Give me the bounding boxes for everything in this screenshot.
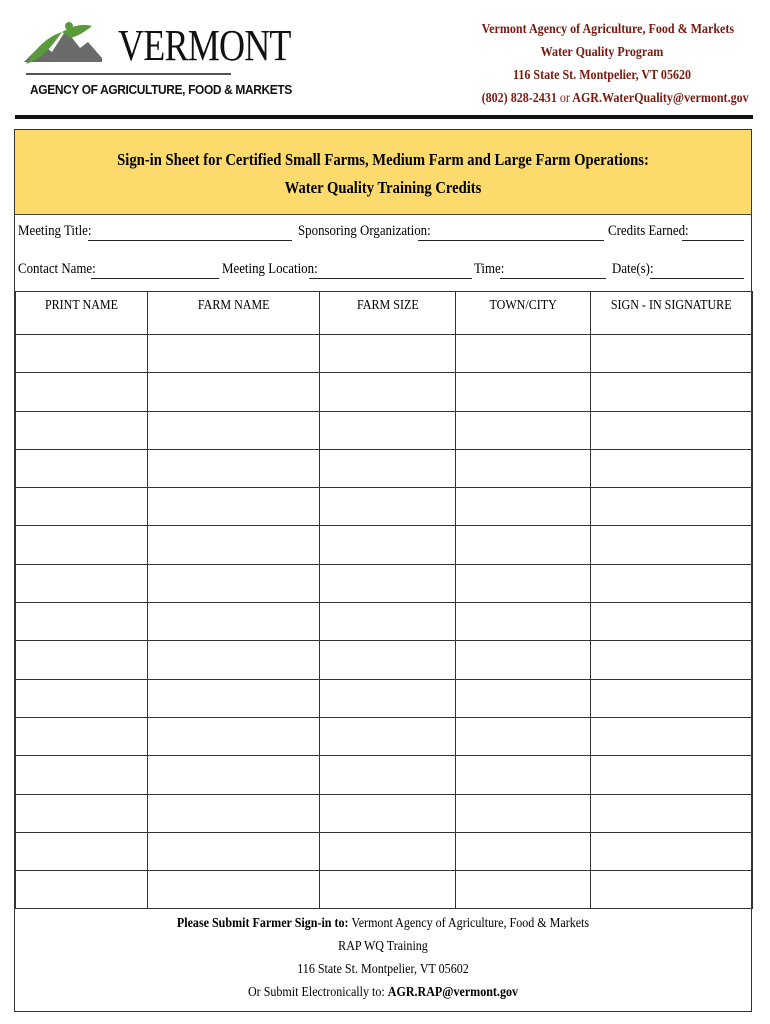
signature-cell[interactable] (591, 411, 753, 449)
signature-cell[interactable] (591, 717, 753, 755)
address-or: or (559, 91, 570, 106)
print-name-cell[interactable] (16, 717, 148, 755)
farm-name-cell[interactable] (148, 756, 320, 794)
town-city-cell[interactable] (456, 373, 591, 411)
submit-line (67, 912, 700, 935)
print-name-cell[interactable] (16, 526, 148, 564)
print-name-cell[interactable] (16, 679, 148, 717)
meeting-location-label: Meeting Location: (222, 261, 318, 277)
town-city-cell[interactable] (456, 564, 591, 602)
contact-info-row (18, 261, 748, 283)
town-city-cell[interactable] (456, 832, 591, 870)
print-name-cell[interactable] (16, 794, 148, 832)
town-city-cell[interactable] (456, 411, 591, 449)
sign-in-table (15, 291, 753, 909)
address-line-3: 116 State St. Montpelier, VT 05620 (512, 68, 692, 83)
logo-divider (26, 73, 231, 75)
sponsoring-org-label: Sponsoring Organization: (298, 223, 431, 239)
farm-size-cell[interactable] (320, 756, 456, 794)
table-header-row (16, 292, 753, 335)
agency-address (462, 18, 749, 110)
print-name-cell[interactable] (16, 411, 148, 449)
farm-size-cell[interactable] (320, 373, 456, 411)
signature-cell[interactable] (591, 641, 753, 679)
print-name-cell[interactable] (16, 373, 148, 411)
form-subtitle: Water Quality Training Credits (284, 178, 482, 197)
farm-name-cell[interactable] (148, 488, 320, 526)
electronic-label: Or Submit Electronically to: (247, 985, 385, 1000)
contact-name-label: Contact Name: (18, 261, 96, 277)
farm-size-cell[interactable] (320, 794, 456, 832)
farm-name-cell[interactable] (148, 794, 320, 832)
farm-name-cell[interactable] (148, 411, 320, 449)
signature-cell[interactable] (591, 756, 753, 794)
table-row (16, 526, 753, 564)
town-city-cell[interactable] (456, 488, 591, 526)
agency-logo (22, 18, 292, 102)
print-name-cell[interactable] (16, 488, 148, 526)
farm-name-cell[interactable] (148, 871, 320, 909)
header-divider (15, 115, 753, 119)
farm-size-cell[interactable] (320, 871, 456, 909)
farm-size-cell[interactable] (320, 832, 456, 870)
column-header-town-city: TOWN/CITY (456, 292, 591, 335)
farm-size-cell[interactable] (320, 335, 456, 373)
address-email[interactable]: AGR.WaterQuality@vermont.gov (572, 91, 749, 106)
meeting-title-field[interactable] (88, 240, 292, 241)
logo-subtitle: AGENCY OF AGRICULTURE, FOOD & MARKETS (30, 82, 292, 97)
table-row (16, 449, 753, 487)
signature-cell[interactable] (591, 449, 753, 487)
column-header-print-name: PRINT NAME (16, 292, 148, 335)
farm-size-cell[interactable] (320, 526, 456, 564)
submission-instructions (15, 912, 751, 1004)
column-header-farm-size: FARM SIZE (320, 292, 456, 335)
farm-name-cell[interactable] (148, 373, 320, 411)
print-name-cell[interactable] (16, 603, 148, 641)
farm-name-cell[interactable] (148, 832, 320, 870)
meeting-location-field[interactable] (309, 278, 472, 279)
signature-cell[interactable] (591, 488, 753, 526)
submit-program: RAP WQ Training (338, 939, 428, 954)
print-name-cell[interactable] (16, 871, 148, 909)
signature-cell[interactable] (591, 679, 753, 717)
mountain-leaf-icon (22, 18, 122, 78)
town-city-cell[interactable] (456, 756, 591, 794)
signature-cell[interactable] (591, 526, 753, 564)
print-name-cell[interactable] (16, 641, 148, 679)
table-row (16, 832, 753, 870)
print-name-cell[interactable] (16, 564, 148, 602)
print-name-cell[interactable] (16, 832, 148, 870)
signature-cell[interactable] (591, 335, 753, 373)
town-city-cell[interactable] (456, 449, 591, 487)
form-title: Sign-in Sheet for Certified Small Farms, Medium Farm and Large Farm Operations: (117, 150, 649, 169)
contact-name-field[interactable] (91, 278, 219, 279)
table-row (16, 411, 753, 449)
signature-cell[interactable] (591, 373, 753, 411)
table-row (16, 717, 753, 755)
signature-cell[interactable] (591, 832, 753, 870)
signature-cell[interactable] (591, 871, 753, 909)
table-row (16, 603, 753, 641)
town-city-cell[interactable] (456, 526, 591, 564)
logo-wordmark: VERMONT (118, 21, 291, 70)
table-row (16, 871, 753, 909)
town-city-cell[interactable] (456, 603, 591, 641)
table-row (16, 756, 753, 794)
sponsoring-org-field[interactable] (418, 240, 604, 241)
signature-cell[interactable] (591, 564, 753, 602)
column-header-farm-name: FARM NAME (148, 292, 320, 335)
submit-label: Please Submit Farmer Sign-in to: (176, 916, 349, 931)
farm-size-cell[interactable] (320, 449, 456, 487)
print-name-cell[interactable] (16, 449, 148, 487)
address-contact (481, 87, 749, 110)
table-row (16, 373, 753, 411)
town-city-cell[interactable] (456, 335, 591, 373)
signature-cell[interactable] (591, 603, 753, 641)
table-row (16, 564, 753, 602)
table-row (16, 679, 753, 717)
farm-name-cell[interactable] (148, 564, 320, 602)
farm-name-cell[interactable] (148, 717, 320, 755)
form-title-banner (15, 130, 751, 215)
column-header-signature: SIGN - IN SIGNATURE (591, 292, 753, 335)
table-body (16, 335, 753, 909)
farm-name-cell[interactable] (148, 449, 320, 487)
town-city-cell[interactable] (456, 794, 591, 832)
farm-size-cell[interactable] (320, 679, 456, 717)
dates-label: Date(s): (612, 261, 654, 277)
credits-earned-field[interactable] (682, 240, 744, 241)
farm-size-cell[interactable] (320, 411, 456, 449)
time-field[interactable] (500, 278, 606, 279)
farm-name-cell[interactable] (148, 603, 320, 641)
farm-name-cell[interactable] (148, 641, 320, 679)
town-city-cell[interactable] (456, 641, 591, 679)
time-label: Time: (474, 261, 505, 277)
town-city-cell[interactable] (456, 679, 591, 717)
table-row (16, 488, 753, 526)
electronic-email[interactable]: AGR.RAP@vermont.gov (387, 985, 519, 1000)
print-name-cell[interactable] (16, 335, 148, 373)
farm-size-cell[interactable] (320, 603, 456, 641)
electronic-submit-line (67, 981, 700, 1004)
table-row (16, 794, 753, 832)
farm-size-cell[interactable] (320, 717, 456, 755)
dates-field[interactable] (650, 278, 744, 279)
town-city-cell[interactable] (456, 717, 591, 755)
farm-name-cell[interactable] (148, 679, 320, 717)
farm-size-cell[interactable] (320, 641, 456, 679)
submit-org: Vermont Agency of Agriculture, Food & Markets (351, 916, 590, 931)
farm-name-cell[interactable] (148, 335, 320, 373)
address-line-2: Water Quality Program (540, 45, 664, 60)
credits-earned-label: Credits Earned: (608, 223, 689, 239)
town-city-cell[interactable] (456, 871, 591, 909)
farm-size-cell[interactable] (320, 564, 456, 602)
submit-address: 116 State St. Montpelier, VT 05602 (297, 962, 469, 977)
table-row (16, 641, 753, 679)
farm-size-cell[interactable] (320, 488, 456, 526)
farm-name-cell[interactable] (148, 526, 320, 564)
meeting-title-label: Meeting Title: (18, 223, 92, 239)
meeting-info-row (18, 223, 748, 245)
address-line-1: Vermont Agency of Agriculture, Food & Markets (481, 22, 735, 37)
print-name-cell[interactable] (16, 756, 148, 794)
signature-cell[interactable] (591, 794, 753, 832)
address-phone: (802) 828-2431 (481, 91, 557, 106)
table-row (16, 335, 753, 373)
